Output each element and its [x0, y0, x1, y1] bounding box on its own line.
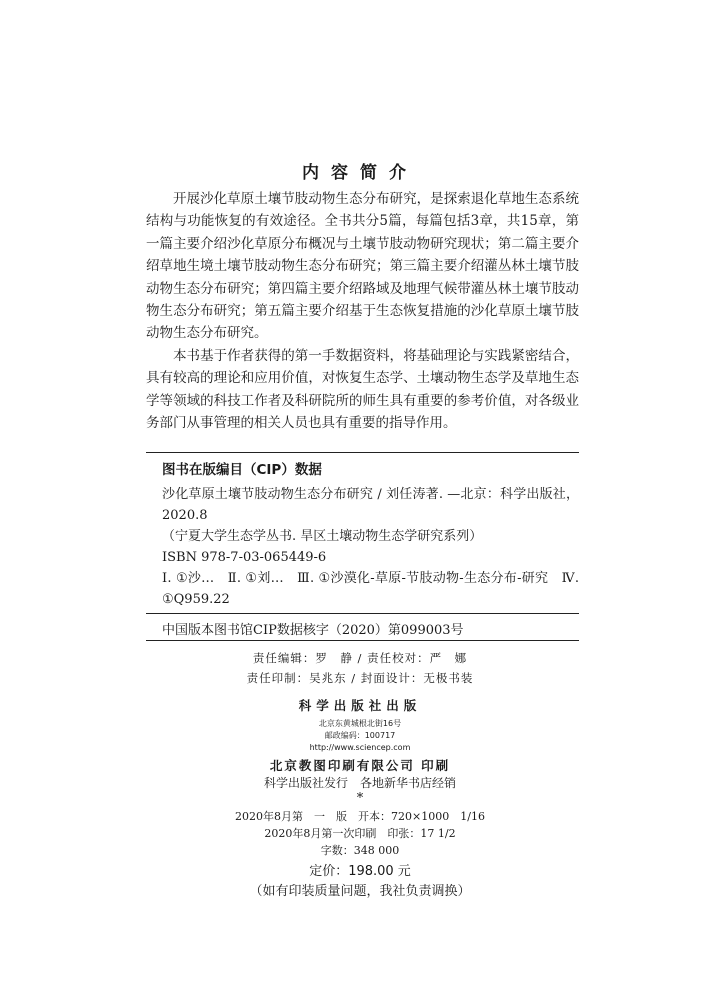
- summary-paragraph-2: 本书基于作者获得的第一手数据资料，将基础理论与实践紧密结合，具有较高的理论和应用价值，对恢复生态学、土壤动物生态学及草地生态学等领域的科技工作者及科研院所的师生具有重要的参考价值，对各级业务部门从事管理的相关人员也具有重要的指导作用。: [146, 347, 579, 432]
- editors-line: 责任编辑：罗 静 / 责任校对：严 娜: [252, 651, 468, 665]
- distribution-line: 科学出版社发行 各地新华书店经销: [263, 776, 456, 790]
- publisher-url: http://www.sciencep.com: [309, 743, 411, 752]
- cip-middle-rule: [146, 613, 579, 614]
- impression-line: 2020年8月第一次印刷 印张：17 1/2: [264, 827, 456, 840]
- cip-verify-number: 中国版本图书馆CIP数据核字（2020）第099003号: [162, 623, 464, 638]
- cip-isbn-line: ISBN 978-7-03-065449-6: [162, 550, 327, 565]
- cip-bottom-rule: [146, 640, 579, 641]
- price-line: 定价：198.00 元: [309, 864, 411, 879]
- word-count-line: 字数：348 000: [320, 844, 400, 857]
- summary-title: 内容简介: [302, 163, 418, 183]
- printing-design-line: 责任印制：吴兆东 / 封面设计：无极书装: [246, 671, 474, 685]
- quality-notice: （如有印装质量问题，我社负责调换）: [249, 884, 471, 899]
- cip-record: [162, 484, 579, 610]
- separator-star: *: [356, 791, 364, 806]
- cip-heading: 图书在版编目（CIP）数据: [162, 462, 322, 478]
- cip-title-line: 沙化草原土壤节肢动物生态分布研究 / 刘任涛著. —北京：科学出版社，2020.8: [162, 487, 579, 523]
- printer-line: 北京教图印刷有限公司 印刷: [269, 758, 451, 773]
- cip-series-line: （宁夏大学生态学丛书. 旱区土壤动物生态学研究系列）: [162, 529, 483, 544]
- edition-line: 2020年8月第 一 版 开本：720×1000 1/16: [235, 810, 485, 823]
- publisher-postcode: 邮政编码：100717: [324, 731, 396, 740]
- publisher-address: 北京东黄城根北街16号: [318, 719, 402, 728]
- summary-body: [146, 188, 579, 434]
- summary-paragraph-1: 开展沙化草原土壤节肢动物生态分布研究，是探索退化草地生态系统结构与功能恢复的有效途径。全书共分5篇，每篇包括3章，共15章，第一篇主要介绍沙化草原分布概况与土壤节肢动物研究现状；第二篇主要介绍草地生境土壤节肢动物生态分布研究；第三篇主要介绍灌丛林土壤节肢动物生态分布研究；第四篇主要介绍路域及地理气候带灌丛林土壤节肢动物生态分布研究；第五篇主要介绍基于生态恢复措施的沙化草原土壤节肢动物生态分布研究。: [146, 191, 579, 342]
- cip-classification-line: Ⅰ. ①沙… Ⅱ. ①刘… Ⅲ. ①沙漠化-草原-节肢动物-生态分布-研究 Ⅳ. ①Q959.22: [162, 571, 579, 607]
- publisher-line: 科学出版社出版: [298, 698, 422, 713]
- cip-top-rule: [146, 452, 579, 453]
